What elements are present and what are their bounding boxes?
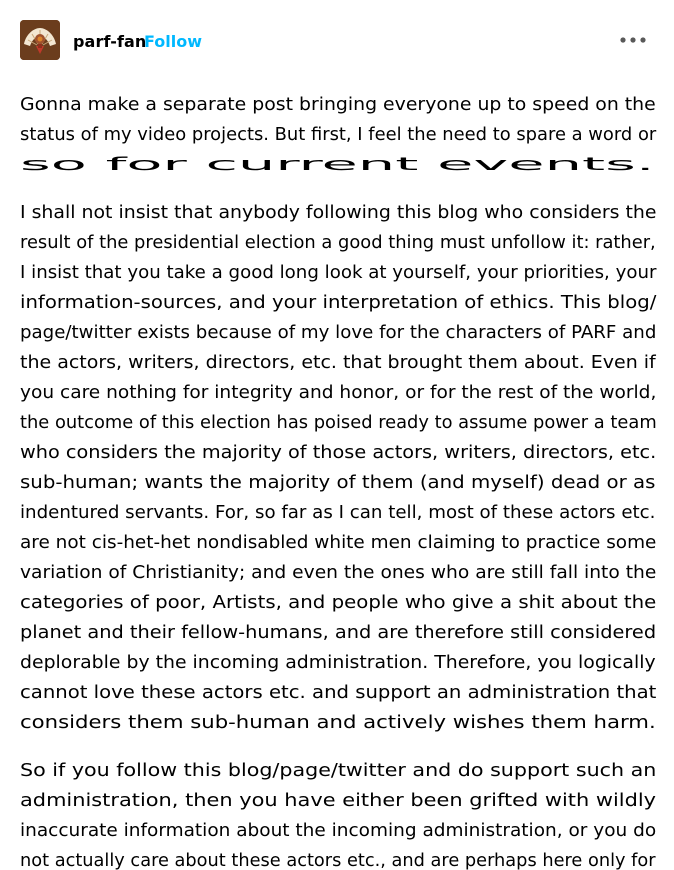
text-line: administration, then you have either been grifted with wildly xyxy=(20,790,657,811)
text-line: So if you follow this blog/page/twitter and do support such an xyxy=(20,760,657,781)
text-line: so for current events. xyxy=(20,154,655,175)
decorative-fan-avatar-icon xyxy=(20,20,60,60)
text-line: result of the presidential election a good thing must unfollow it: rather, xyxy=(20,232,656,253)
post-body xyxy=(20,90,660,870)
text-line: the outcome of this election has poised ready to assume power a team xyxy=(20,412,657,433)
post-header xyxy=(20,20,654,60)
text-line: deplorable by the incoming administration. Therefore, you logically xyxy=(20,652,656,673)
text-line: cannot love these actors etc. and support an administration that xyxy=(20,682,657,703)
text-line: inaccurate information about the incoming administration, or you do xyxy=(20,820,657,841)
blog-name-link[interactable]: parf-fan xyxy=(73,32,147,51)
text-line: sub-human; wants the majority of them (and myself) dead or as xyxy=(20,472,656,493)
text-line: information-sources, and your interpretation of ethics. This blog/ xyxy=(20,292,657,313)
text-line: Gonna make a separate post bringing everyone up to speed on the xyxy=(20,94,656,115)
text-line: I insist that you take a good long look at yourself, your priorities, your xyxy=(20,262,657,283)
post-paragraph-2 xyxy=(20,198,660,738)
text-line: variation of Christianity; and even the ones who are still fall into the xyxy=(20,562,657,583)
text-line: categories of poor, Artists, and people who give a shit about the xyxy=(20,592,657,613)
post-paragraph-3 xyxy=(20,756,660,870)
more-horizontal-icon xyxy=(618,30,648,50)
text-line: are not cis-het-het nondisabled white men claiming to practice some xyxy=(20,532,657,553)
blog-avatar[interactable] xyxy=(20,20,60,60)
post-paragraph-1 xyxy=(20,90,660,180)
text-line: considers them sub-human and actively wishes them harm. xyxy=(20,712,656,733)
text-line: I shall not insist that anybody following this blog who considers the xyxy=(20,202,657,223)
text-line: the actors, writers, directors, etc. that brought them about. Even if xyxy=(20,352,656,373)
text-line: status of my video projects. But first, I feel the need to spare a word or xyxy=(20,124,657,145)
text-line: indentured servants. For, so far as I can tell, most of these actors etc. xyxy=(20,502,656,523)
follow-button[interactable]: Follow xyxy=(144,32,203,51)
text-line: not actually care about these actors etc., and are perhaps here only for xyxy=(20,850,656,870)
more-options-button[interactable] xyxy=(618,30,648,50)
text-line: who considers the majority of those actors, writers, directors, etc. xyxy=(20,442,657,463)
text-line: you care nothing for integrity and honor, or for the rest of the world, xyxy=(20,382,657,403)
text-line: page/twitter exists because of my love for the characters of PARF and xyxy=(20,322,657,343)
text-line: planet and their fellow-humans, and are therefore still considered xyxy=(20,622,657,643)
